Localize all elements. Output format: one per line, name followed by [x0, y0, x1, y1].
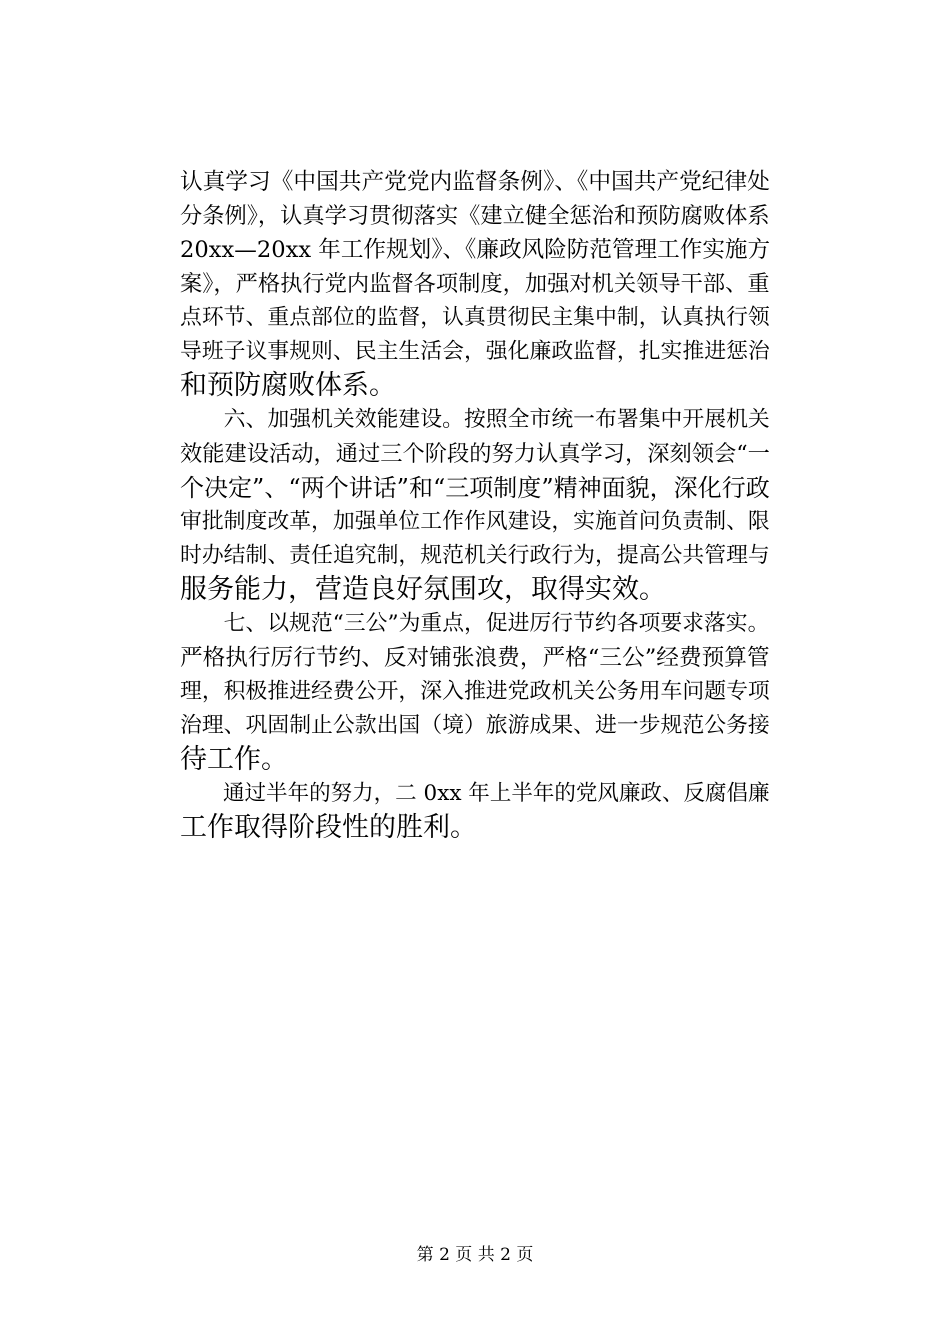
body-text-line: 分条例》，认真学习贯彻落实《建立健全惩治和预防腐败体系 — [180, 203, 770, 229]
section-six-heading-line: 六、加强机关效能建设。按照全市统一布署集中开展机关 — [180, 407, 770, 432]
body-text-line: 服务能力，营造良好氛围攻，取得实效。 — [180, 574, 666, 605]
body-text-line: 待工作。 — [180, 744, 288, 775]
page-number-footer: 第 2 页 共 2 页 — [416, 1245, 534, 1265]
body-text-line: 个决定”、“两个讲话”和“三项制度”精神面貌，深化行政 — [180, 474, 770, 502]
conclusion-line: 通过半年的努力，二 0xx 年上半年的党风廉政、反腐倡廉 — [180, 781, 770, 806]
body-text-line: 导班子议事规则、民主生活会，强化廉政监督，扎实推进惩治 — [180, 339, 770, 364]
body-text-line: 和预防腐败体系。 — [180, 370, 396, 401]
conclusion-line: 工作取得阶段性的胜利。 — [180, 812, 477, 843]
body-text-line: 认真学习《中国共产党党内监督条例》、《中国共产党纪律处 — [180, 169, 770, 195]
body-text-line: 20xx—20xx 年工作规划》、《廉政风险防范管理工作实施方 — [180, 237, 771, 263]
body-text-line: 案》，严格执行党内监督各项制度，加强对机关领导干部、重 — [180, 271, 770, 297]
body-text-line: 点环节、重点部位的监督，认真贯彻民主集中制，认真执行领 — [180, 305, 770, 330]
body-text-line: 效能建设活动，通过三个阶段的努力认真学习，深刻领会“一 — [180, 441, 770, 467]
body-text-line: 严格执行厉行节约、反对铺张浪费，严格“三公”经费预算管 — [180, 645, 770, 671]
body-text-line: 时办结制、责任追究制，规范机关行政行为，提高公共管理与 — [180, 543, 770, 568]
body-text-line: 理，积极推进经费公开，深入推进党政机关公务用车问题专项 — [180, 679, 770, 704]
section-seven-heading-line: 七、以规范“三公”为重点，促进厉行节约各项要求落实。 — [180, 611, 770, 636]
body-text-line: 审批制度改革，加强单位工作作风建设，实施首问负责制、限 — [180, 509, 770, 534]
body-text-line: 治理、巩固制止公款出国（境）旅游成果、进一步规范公务接 — [180, 713, 770, 738]
